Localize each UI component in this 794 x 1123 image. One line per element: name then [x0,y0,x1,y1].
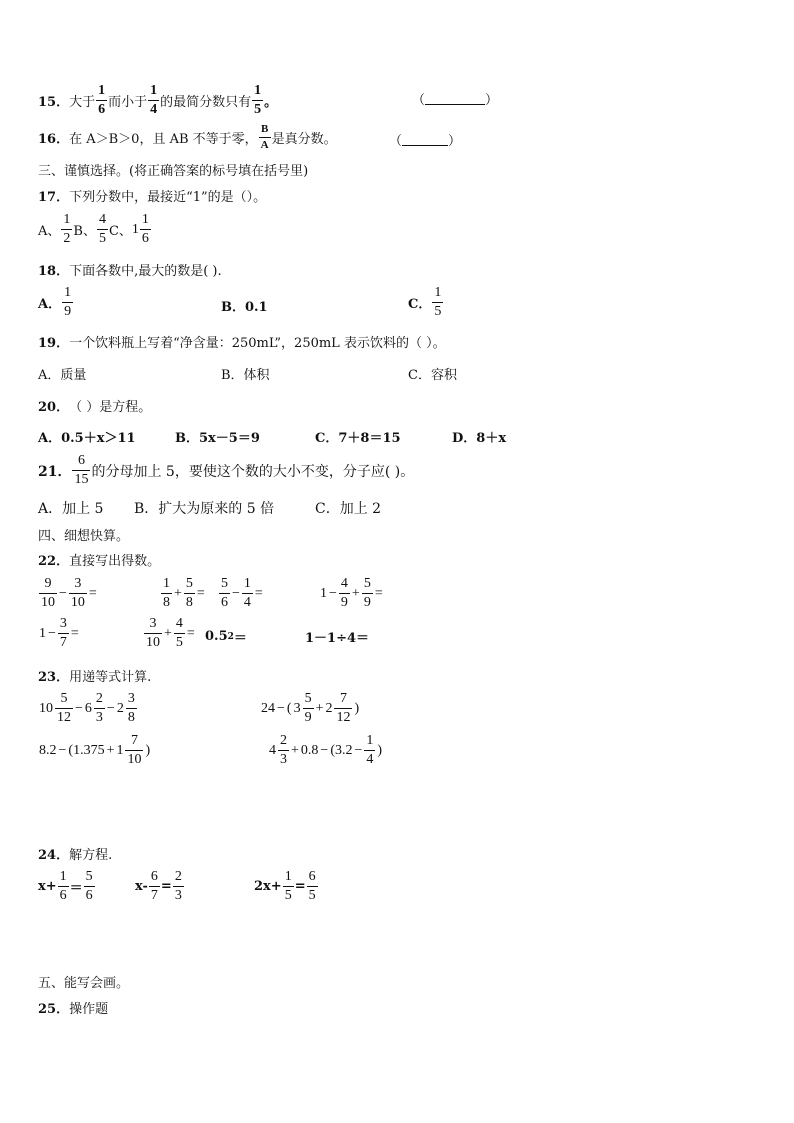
q17-option-b-fraction: $\frac{4}{5}$ [98,212,106,246]
q15-text-2: 而小于 [108,95,148,110]
q22-problem-6: $\frac{3}{10}$ + $\frac{4}{5}$ = [146,616,195,650]
q17-option-c-mixed: 1 $\frac{1}{6}$ [131,212,149,246]
q22-problem-7: 0.5 2 ＝ [205,629,247,646]
q22-problem-4: 1 − $\frac{4}{9}$ + $\frac{5}{9}$ = [320,576,383,610]
q25-number: 25． [38,1002,70,1017]
q19-option-b[interactable]: B．体积 [221,368,270,383]
question-16 [38,124,337,151]
q23-expression-1: 10 $\frac{5}{12}$ − 6 $\frac{2}{3}$ − 2 $\frac{3}{8}$ [39,691,135,725]
q15-text-4: 。 [264,95,278,110]
q21-fraction: $\frac{6}{15}$ [74,453,89,487]
q23-text: 用递等式计算. [69,670,152,685]
q17-option-c-label[interactable]: C、 [108,224,132,239]
q23-expression-3: 8.2 − (1.375 + 1 $\frac{7}{10}$ ) [39,733,151,767]
q22-problem-8: 1－1÷4＝ [305,631,370,646]
q25-text: 操作题 [69,1002,109,1017]
q17-number: 17． [38,190,70,205]
q18-option-a[interactable]: A． $\frac{1}{9}$ [38,285,72,319]
q15-fraction-1: $\frac{1}{6}$ [98,83,106,117]
q23-number: 23． [38,670,70,685]
q21-option-b[interactable]: B．扩大为原来的 5 倍 [134,501,275,517]
q17-options [38,213,152,246]
question-24 [38,844,112,863]
q20-option-a[interactable]: A．0.5＋x＞11 [38,431,136,446]
q24-number: 24． [38,848,70,863]
q15-answer-blank[interactable]: （ ） [412,93,499,108]
question-20 [38,396,151,415]
q15-number: 15． [38,95,70,110]
q23-expression-4: 4 $\frac{2}{3}$ + 0.8 − (3.2 − $\frac{1}{4}$ ) [269,733,383,767]
question-15 [38,84,277,117]
q15-text-3: 的最简分数只有 [160,95,252,110]
q20-option-c[interactable]: C．7＋8＝15 [315,431,401,446]
question-22 [38,550,160,569]
q15-text-1: 大于 [69,95,96,110]
q24-text: 解方程. [69,848,113,863]
q18-option-c[interactable]: C． $\frac{1}{5}$ [408,285,442,319]
q18-number: 18． [38,264,70,279]
q17-option-a-label[interactable]: A、 [38,224,61,239]
q18-option-b[interactable]: B．0.1 [221,300,268,315]
q19-number: 19． [38,336,70,351]
q19-option-c[interactable]: C．容积 [408,368,457,383]
q21-text: 的分母加上 5，要使这个数的大小不变，分子应( )。 [91,463,415,480]
question-18 [38,260,222,279]
q23-expression-2: 24 − ( 3 $\frac{5}{9}$ + 2 $\frac{7}{12}$ ) [261,691,360,725]
q20-option-d[interactable]: D．8＋x [452,431,507,446]
q24-equation-3: 2x+ $\frac{1}{5}$ = $\frac{6}{5}$ [254,869,316,903]
q20-text: （ ）是方程。 [69,400,152,415]
question-17 [38,186,266,205]
question-19 [38,332,446,351]
q16-number: 16． [38,132,70,147]
q16-answer-blank[interactable]: （ ） [389,134,462,149]
q16-text-2: 是真分数。 [271,132,337,147]
question-21 [38,454,414,487]
q19-option-a[interactable]: A．质量 [38,368,87,383]
q22-problem-5: 1 − $\frac{3}{7}$ = [39,616,79,650]
q17-text: 下列分数中，最接近“1”的是（）。 [69,190,267,205]
q16-text-1: 在 A＞B＞0，且 AB 不等于零， [69,132,258,147]
question-25 [38,998,108,1017]
q16-fraction: $\frac{B}{A}$ [260,123,269,151]
q22-problem-2: $\frac{1}{8}$ + $\frac{5}{8}$ = [163,576,205,610]
q17-option-b-label[interactable]: B、 [73,224,96,239]
q17-option-a-fraction: $\frac{1}{2}$ [63,212,71,246]
q22-number: 22． [38,554,70,569]
q21-number: 21． [38,463,72,480]
q24-equation-2: x- $\frac{6}{7}$ = $\frac{2}{3}$ [135,869,182,903]
q15-fraction-3: $\frac{1}{5}$ [254,83,262,117]
q15-fraction-2: $\frac{1}{4}$ [150,83,158,117]
section-3-title: 三、谨慎选择。(将正确答案的标号填在括号里) [38,164,309,179]
q18-text: 下面各数中,最大的数是( ). [69,264,222,279]
q21-option-c[interactable]: C．加上 2 [315,501,382,517]
section-4-title: 四、细想快算。 [38,529,130,544]
question-23 [38,666,151,685]
q24-equation-1: x+ $\frac{1}{6}$ ＝ $\frac{5}{6}$ [38,869,93,903]
q22-problem-3: $\frac{5}{6}$ − $\frac{1}{4}$ = [221,576,263,610]
q21-option-a[interactable]: A．加上 5 [38,501,104,517]
q22-problem-1: $\frac{9}{10}$ − $\frac{3}{10}$ = [41,576,97,610]
section-5-title: 五、能写会画。 [38,976,130,991]
q19-text: 一个饮料瓶上写着“净含量：250mL”，250mL 表示饮料的（ ）。 [69,336,446,351]
q22-text: 直接写出得数。 [69,554,161,569]
q20-number: 20． [38,400,70,415]
q20-option-b[interactable]: B．5x－5＝9 [175,431,260,446]
